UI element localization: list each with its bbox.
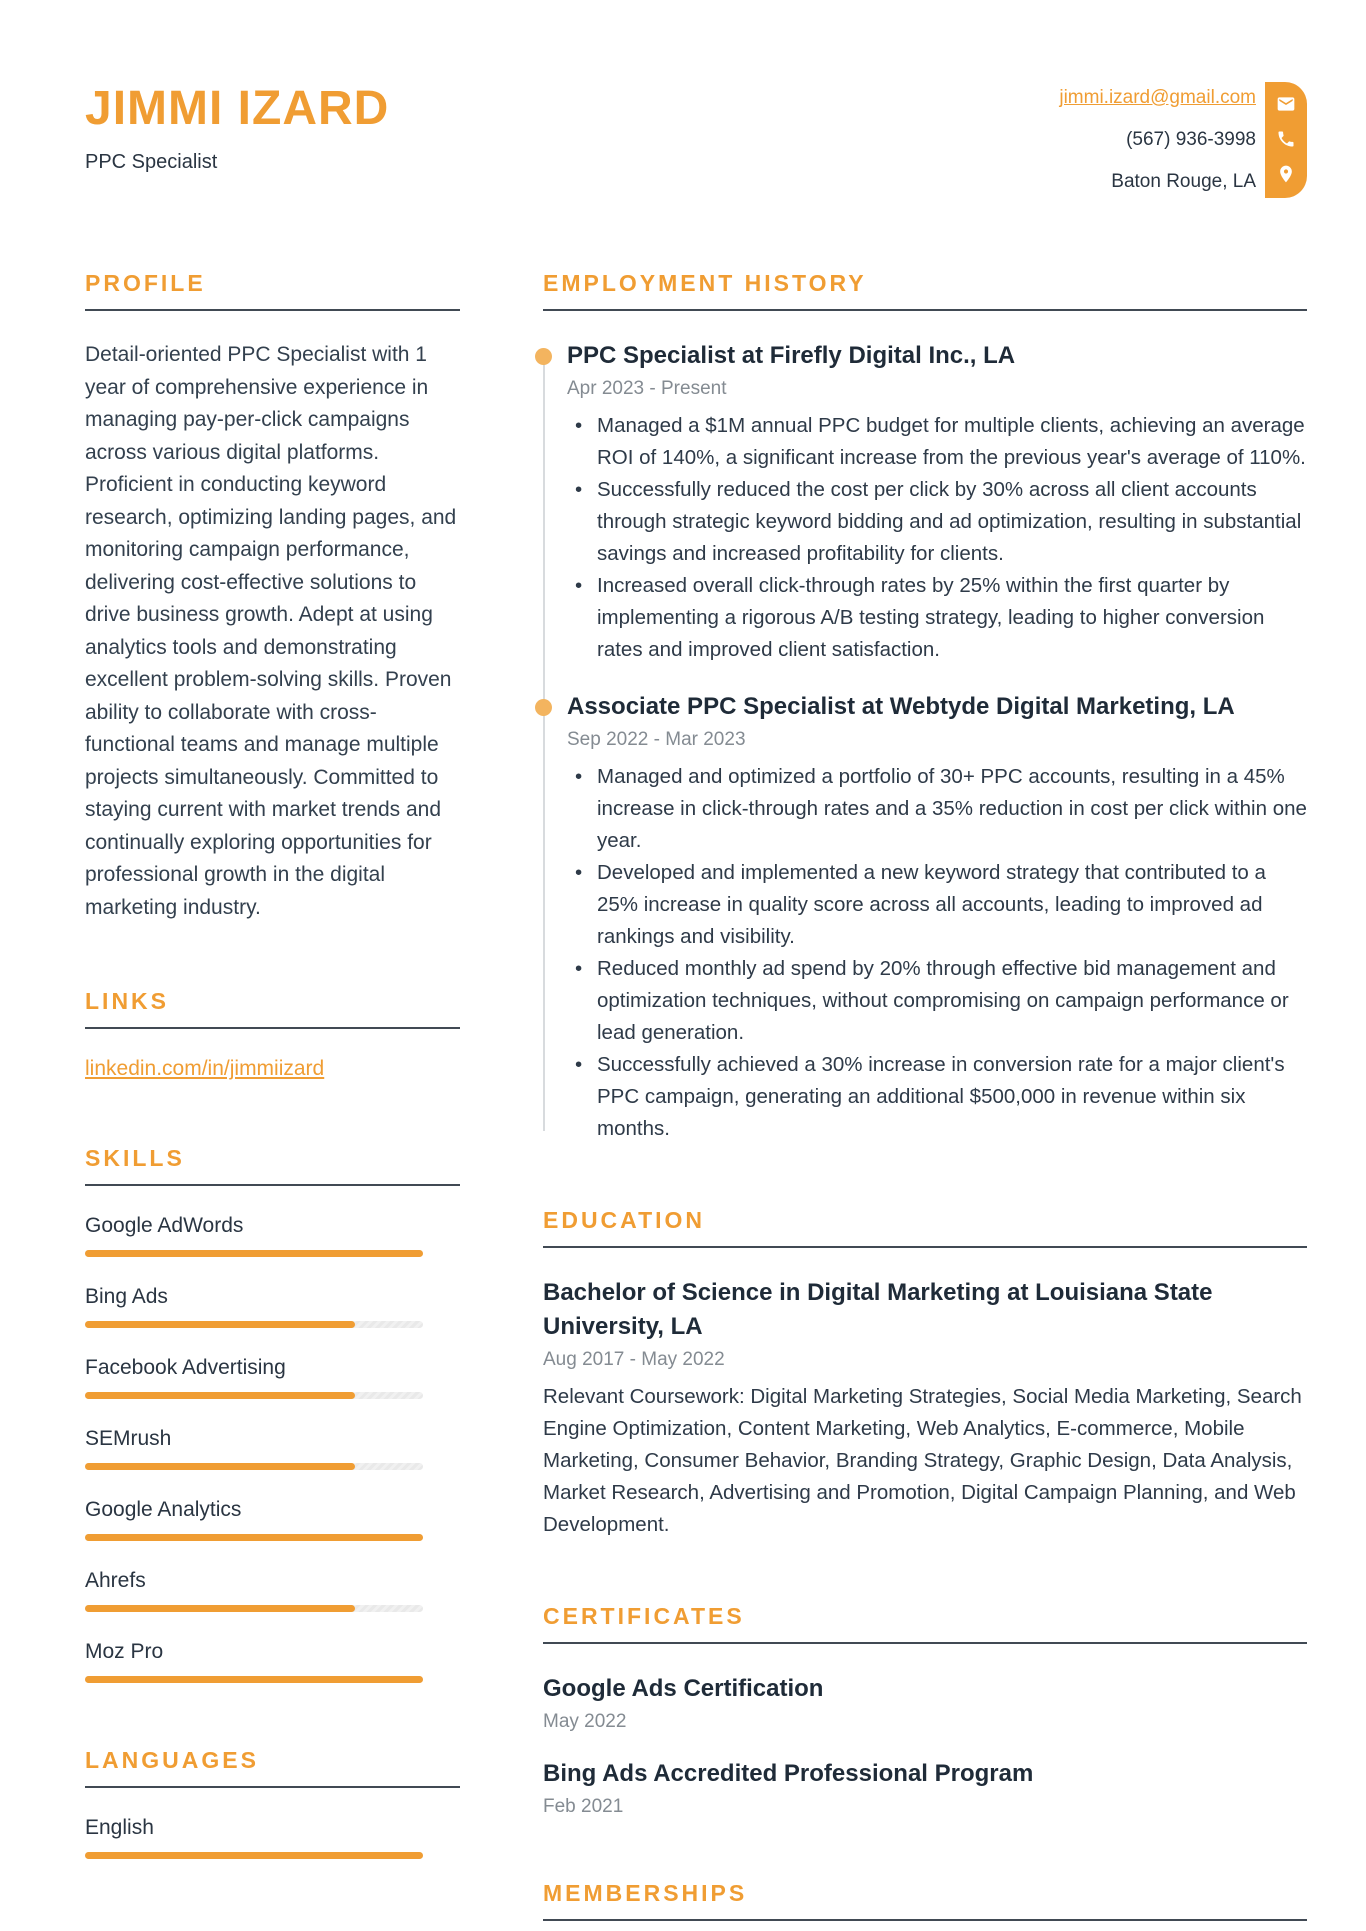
skill-row (85, 1427, 460, 1470)
sidebar (85, 270, 460, 1931)
job-dates: Sep 2022 - Mar 2023 (567, 729, 746, 750)
skill-name: Ahrefs (85, 1569, 146, 1592)
location-text: Baton Rouge, LA (1111, 171, 1256, 192)
certificate-dates: May 2022 (543, 1711, 627, 1732)
education-entry (543, 1276, 1307, 1541)
languages-heading: LANGUAGES (85, 1747, 460, 1788)
education-heading: EDUCATION (543, 1207, 1307, 1248)
skill-bar-track (85, 1392, 423, 1399)
skill-row (85, 1569, 460, 1612)
bullet-item: • Managed a $1M annual PPC budget for multiple clients, achieving an average ROI of 140%, a significant increase from the previous year's average of 110%. (567, 410, 1307, 474)
skill-bar-track (85, 1605, 423, 1612)
email-link[interactable]: jimmi.izard@gmail.com (1059, 87, 1256, 108)
skill-bar-fill (85, 1321, 355, 1328)
skill-row (85, 1356, 460, 1399)
skill-name: Facebook Advertising (85, 1356, 286, 1379)
main-column (543, 270, 1307, 1931)
profile-heading: PROFILE (85, 270, 460, 311)
bullet-item: • Successfully reduced the cost per click by 30% across all client accounts through strategic keyword bidding and ad optimization, resulting in substantial savings and increased profitability for clients. (567, 474, 1307, 570)
job-bullet-list (567, 410, 1307, 666)
identity-block (85, 82, 390, 174)
skill-bar-fill (85, 1250, 423, 1257)
degree-dates: Aug 2017 - May 2022 (543, 1349, 725, 1370)
job-title: PPC Specialist at Firefly Digital Inc., LA (567, 342, 1016, 369)
skill-row (85, 1285, 460, 1328)
skills-heading: SKILLS (85, 1145, 460, 1186)
job-title: Associate PPC Specialist at Webtyde Digital Marketing, LA (567, 693, 1235, 720)
skill-name: SEMrush (85, 1427, 172, 1450)
profile-section (85, 270, 460, 924)
employment-section (543, 270, 1307, 1145)
contact-details (1059, 82, 1256, 198)
degree-title: Bachelor of Science in Digital Marketing at Louisiana State University, LA (543, 1279, 1213, 1340)
contact-block (1059, 82, 1307, 198)
job-dates: Apr 2023 - Present (567, 378, 727, 399)
skill-name: Moz Pro (85, 1640, 164, 1663)
language-bar-track (85, 1852, 423, 1859)
employment-entry (567, 339, 1307, 666)
bullet-item: • Increased overall click-through rates by 25% within the first quarter by implementing a rigorous A/B testing strategy, leading to higher conversion rates and improved client satisfaction. (567, 570, 1307, 666)
certificate-title: Google Ads Certification (543, 1675, 824, 1702)
employment-timeline (543, 339, 1307, 1145)
links-section (85, 988, 460, 1081)
candidate-job-title: PPC Specialist (85, 151, 218, 173)
languages-section (85, 1747, 460, 1859)
skill-bar-fill (85, 1676, 423, 1683)
skill-bar-track (85, 1676, 423, 1683)
skill-bar-track (85, 1250, 423, 1257)
job-bullet-list (567, 761, 1307, 1145)
skill-row (85, 1640, 460, 1683)
skills-section (85, 1145, 460, 1683)
employment-entry (567, 690, 1307, 1145)
coursework-text: Relevant Coursework: Digital Marketing Strategies, Social Media Marketing, Search Engine Optimization, Content Marketing, Web Analytics, E-commerce, Mobile Marketing, Consumer Behavior, Branding Strategy, Graphic Design, Data Analysis, Market Research, Advertising and Promotion, Digital Campaign Planning, and Web Development. (543, 1385, 1302, 1536)
certificate-entry (543, 1757, 1307, 1818)
certificates-heading: CERTIFICATES (543, 1603, 1307, 1644)
skill-name: Google Analytics (85, 1498, 242, 1521)
skill-bar-fill (85, 1392, 355, 1399)
bullet-item: • Reduced monthly ad spend by 20% through effective bid management and optimization techniques, without compromising on campaign performance or lead generation. (567, 953, 1307, 1049)
language-row (85, 1816, 460, 1859)
language-name: English (85, 1816, 154, 1839)
skill-name: Google AdWords (85, 1214, 244, 1237)
linkedin-link[interactable]: linkedin.com/in/jimmiizard (85, 1057, 325, 1080)
links-heading: LINKS (85, 988, 460, 1029)
contact-icon-bar (1265, 82, 1307, 198)
candidate-name: JIMMI IZARD (85, 82, 390, 135)
bullet-item: • Developed and implemented a new keyword strategy that contributed to a 25% increase in quality score across all accounts, leading to improved ad rankings and visibility. (567, 857, 1307, 953)
phone-number: (567) 936-3998 (1126, 129, 1256, 150)
certificate-dates: Feb 2021 (543, 1796, 624, 1817)
certificate-title: Bing Ads Accredited Professional Program (543, 1760, 1034, 1787)
certificate-entry (543, 1672, 1307, 1733)
employment-heading: EMPLOYMENT HISTORY (543, 270, 1307, 311)
memberships-heading: MEMBERSHIPS (543, 1880, 1307, 1921)
certificates-section (543, 1603, 1307, 1818)
skill-bar-track (85, 1463, 423, 1470)
profile-text: Detail-oriented PPC Specialist with 1 year of comprehensive experience in managing pay-per-click campaigns across various digital platforms. Proficient in conducting keyword research, optimizing landing pages, and monitoring campaign performance, delivering cost-effective solutions to drive business growth. Adept at using analytics tools and demonstrating excellent problem-solving skills. Proven ability to collaborate with cross-functional teams and manage multiple projects simultaneously. Committed to staying current with market trends and continually exploring opportunities for professional growth in the digital marketing industry. (85, 343, 457, 919)
skill-row (85, 1498, 460, 1541)
skill-row (85, 1214, 460, 1257)
phone-icon (1276, 129, 1296, 149)
language-bar-fill (85, 1852, 423, 1859)
skill-bar-fill (85, 1534, 423, 1541)
content-columns (85, 270, 1307, 1931)
bullet-item: • Successfully achieved a 30% increase in conversion rate for a major client's PPC campaign, generating an additional $500,000 in revenue within six months. (567, 1049, 1307, 1145)
bullet-item: • Managed and optimized a portfolio of 30+ PPC accounts, resulting in a 45% increase in click-through rates and a 35% reduction in cost per click within one year. (567, 761, 1307, 857)
header (85, 82, 1307, 198)
skill-bar-track (85, 1321, 423, 1328)
mail-icon (1276, 94, 1296, 114)
skill-bar-fill (85, 1463, 355, 1470)
skill-name: Bing Ads (85, 1285, 168, 1308)
memberships-section (543, 1880, 1307, 1921)
skill-bar-track (85, 1534, 423, 1541)
location-pin-icon (1276, 164, 1296, 184)
skill-bar-fill (85, 1605, 355, 1612)
education-section (543, 1207, 1307, 1541)
